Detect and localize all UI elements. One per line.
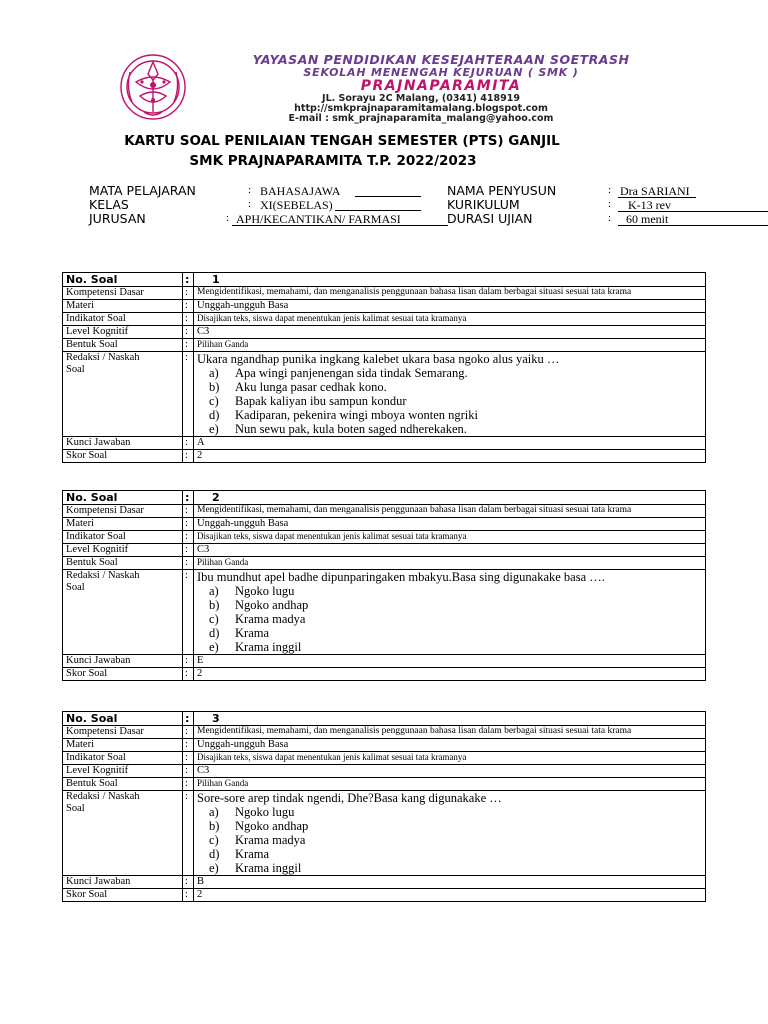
kompetensi-label: Kompetensi Dasar (63, 287, 183, 300)
option-item (209, 819, 702, 833)
skor-value: 2 (194, 450, 706, 463)
kunci-value: B (194, 876, 706, 889)
kompetensi-label: Kompetensi Dasar (63, 726, 183, 739)
jurusan-value: APH/KECANTIKAN/ FARMASI (236, 212, 401, 226)
indikator-value: Disajikan teks, siswa dapat menentukan jenis kalimat sesuai tata kramanya (194, 313, 706, 326)
option-item (209, 380, 702, 394)
colon: : (183, 326, 194, 339)
no-soal-label: No. Soal (63, 491, 183, 505)
option-item (209, 640, 702, 654)
option-text: Krama inggil (235, 640, 302, 654)
redaksi-label-line2: Soal (66, 364, 85, 375)
colon: : (183, 544, 194, 557)
foundation-name: YAYASAN PENDIDIKAN KESEJAHTERAAN SOETRASH (252, 52, 630, 67)
question-body (194, 570, 706, 655)
redaksi-label-line2: Soal (66, 803, 85, 814)
colon: : (608, 198, 612, 210)
option-letter: c) (209, 833, 219, 847)
level-label: Level Kognitif (63, 326, 183, 339)
option-letter: d) (209, 847, 220, 861)
option-text: Krama inggil (235, 861, 302, 875)
kompetensi-value: Mengidentifikasi, memahami, dan menganalisis penggunaan bahasa lisan dalam berbagai situasi sesuai tata krama (194, 726, 706, 739)
skor-value: 2 (194, 668, 706, 681)
materi-label: Materi (63, 300, 183, 313)
question-text: Ukara ngandhap punika ingkang kalebet ukara basa ngoko alus yaiku … (197, 352, 560, 366)
colon: : (226, 212, 230, 224)
colon: : (183, 491, 194, 505)
level-value: C3 (194, 765, 706, 778)
option-letter: e) (209, 861, 219, 875)
no-soal-label: No. Soal (63, 712, 183, 726)
option-item (209, 626, 702, 640)
kurikulum-value: K-13 rev (628, 198, 671, 212)
colon: : (183, 557, 194, 570)
option-text: Aku lunga pasar cedhak kono. (235, 380, 387, 394)
kunci-label: Kunci Jawaban (63, 655, 183, 668)
option-text: Ngoko lugu (235, 805, 295, 819)
option-text: Bapak kaliyan ibu sampun kondur (235, 394, 407, 408)
level-value: C3 (194, 544, 706, 557)
option-text: Ngoko andhap (235, 598, 309, 612)
school-email: E-mail : smk_prajnaparamita_malang@yahoo.com (288, 113, 554, 124)
colon: : (183, 287, 194, 300)
indikator-label: Indikator Soal (63, 752, 183, 765)
option-text: Kadiparan, pekenira wingi mboya wonten ngriki (235, 408, 478, 422)
kunci-label: Kunci Jawaban (63, 876, 183, 889)
colon: : (183, 739, 194, 752)
question-number: 1 (194, 273, 706, 287)
option-letter: a) (209, 805, 219, 819)
materi-value: Unggah-ungguh Basa (194, 518, 706, 531)
option-item (209, 847, 702, 861)
option-letter: b) (209, 380, 220, 394)
option-letter: e) (209, 422, 219, 436)
school-name: PRAJNAPARAMITA (360, 78, 522, 94)
bentuk-label: Bentuk Soal (63, 339, 183, 352)
question-body (194, 791, 706, 876)
redaksi-label-line1: Redaksi / Naskah (66, 570, 140, 581)
skor-value: 2 (194, 889, 706, 902)
colon: : (183, 339, 194, 352)
redaksi-label-line2: Soal (66, 582, 85, 593)
colon: : (183, 765, 194, 778)
school-address: JL. Sorayu 2C Malang, (0341) 418919 (322, 93, 520, 104)
colon: : (183, 726, 194, 739)
question-text: Sore-sore arep tindak ngendi, Dhe?Basa kang digunakake … (197, 791, 502, 805)
school-type: SEKOLAH MENENGAH KEJURUAN ( SMK ) (303, 66, 579, 79)
jurusan-label: JURUSAN (89, 211, 146, 226)
option-letter: c) (209, 612, 219, 626)
skor-label: Skor Soal (63, 889, 183, 902)
colon: : (608, 212, 612, 224)
bentuk-value: Pilihan Ganda (194, 339, 706, 352)
colon: : (183, 668, 194, 681)
colon: : (183, 313, 194, 326)
bentuk-value: Pilihan Ganda (194, 778, 706, 791)
colon: : (183, 876, 194, 889)
bentuk-label: Bentuk Soal (63, 778, 183, 791)
colon: : (183, 712, 194, 726)
colon: : (183, 889, 194, 902)
option-text: Apa wingi panjenengan sida tindak Semarang. (235, 366, 468, 380)
level-value: C3 (194, 326, 706, 339)
durasi-ujian-label: DURASI UJIAN (447, 211, 533, 226)
option-list (197, 366, 702, 436)
option-letter: a) (209, 366, 219, 380)
option-letter: e) (209, 640, 219, 654)
option-list (197, 805, 702, 875)
question-number: 3 (194, 712, 706, 726)
option-letter: c) (209, 394, 219, 408)
document-subtitle: SMK PRAJNAPARAMITA T.P. 2022/2023 (189, 153, 477, 169)
colon: : (183, 300, 194, 313)
colon: : (183, 505, 194, 518)
indikator-value: Disajikan teks, siswa dapat menentukan jenis kalimat sesuai tata kramanya (194, 531, 706, 544)
option-text: Nun sewu pak, kula boten saged ndherekaken. (235, 422, 467, 436)
kompetensi-label: Kompetensi Dasar (63, 505, 183, 518)
school-website: http://smkprajnaparamitamalang.blogspot.com (294, 103, 548, 114)
option-text: Krama (235, 847, 270, 861)
kurikulum-label: KURIKULUM (447, 197, 520, 212)
option-item (209, 861, 702, 875)
letterhead (108, 48, 683, 126)
question-number: 2 (194, 491, 706, 505)
nama-penyusun-label: NAMA PENYUSUN (447, 183, 557, 198)
level-label: Level Kognitif (63, 544, 183, 557)
materi-value: Unggah-ungguh Basa (194, 739, 706, 752)
underline (335, 210, 421, 211)
kompetensi-value: Mengidentifikasi, memahami, dan menganalisis penggunaan bahasa lisan dalam berbagai situasi sesuai tata krama (194, 505, 706, 518)
option-item (209, 408, 702, 422)
option-letter: d) (209, 626, 220, 640)
option-item (209, 422, 702, 436)
option-item (209, 394, 702, 408)
kunci-value: A (194, 437, 706, 450)
option-text: Krama madya (235, 612, 306, 626)
bentuk-label: Bentuk Soal (63, 557, 183, 570)
option-text: Ngoko andhap (235, 819, 309, 833)
option-letter: a) (209, 584, 219, 598)
document-title: KARTU SOAL PENILAIAN TENGAH SEMESTER (PTS) GANJIL (124, 133, 560, 149)
option-list (197, 584, 702, 654)
option-item (209, 366, 702, 380)
materi-label: Materi (63, 518, 183, 531)
option-letter: b) (209, 598, 220, 612)
indikator-label: Indikator Soal (63, 531, 183, 544)
kompetensi-value: Mengidentifikasi, memahami, dan menganalisis penggunaan bahasa lisan dalam berbagai situasi sesuai tata krama (194, 287, 706, 300)
option-letter: d) (209, 408, 220, 422)
kelas-label: KELAS (89, 197, 129, 212)
underline (232, 225, 448, 226)
nama-penyusun-value: Dra SARIANI (620, 184, 690, 198)
question-text: Ibu mundhut apel badhe dipunparingaken mbakyu.Basa sing digunakake basa …. (197, 570, 605, 584)
colon: : (183, 531, 194, 544)
colon: : (183, 778, 194, 791)
redaksi-label (63, 352, 183, 437)
kelas-value: XI(SEBELAS) (260, 198, 333, 212)
skor-label: Skor Soal (63, 450, 183, 463)
materi-value: Unggah-ungguh Basa (194, 300, 706, 313)
underline (355, 196, 421, 197)
colon: : (183, 570, 194, 655)
colon: : (183, 273, 194, 287)
redaksi-label-line1: Redaksi / Naskah (66, 352, 140, 363)
colon: : (248, 184, 252, 196)
question-card (62, 272, 706, 463)
question-card (62, 711, 706, 902)
kunci-value: E (194, 655, 706, 668)
colon: : (248, 198, 252, 210)
question-card (62, 490, 706, 681)
option-text: Krama madya (235, 833, 306, 847)
option-letter: b) (209, 819, 220, 833)
durasi-ujian-value: 60 menit (626, 212, 669, 226)
mata-pelajaran-value: BAHASAJAWA (260, 184, 341, 198)
option-item (209, 584, 702, 598)
colon: : (183, 791, 194, 876)
skor-label: Skor Soal (63, 668, 183, 681)
option-text: Krama (235, 626, 270, 640)
colon: : (183, 752, 194, 765)
materi-label: Materi (63, 739, 183, 752)
indikator-value: Disajikan teks, siswa dapat menentukan jenis kalimat sesuai tata kramanya (194, 752, 706, 765)
option-text: Ngoko lugu (235, 584, 295, 598)
colon: : (183, 518, 194, 531)
option-item (209, 833, 702, 847)
redaksi-label (63, 791, 183, 876)
colon: : (183, 352, 194, 437)
underline (618, 225, 768, 226)
redaksi-label (63, 570, 183, 655)
level-label: Level Kognitif (63, 765, 183, 778)
mata-pelajaran-label: MATA PELAJARAN (89, 183, 196, 198)
colon: : (608, 184, 612, 196)
redaksi-label-line1: Redaksi / Naskah (66, 791, 140, 802)
colon: : (183, 437, 194, 450)
option-item (209, 805, 702, 819)
indikator-label: Indikator Soal (63, 313, 183, 326)
colon: : (183, 655, 194, 668)
no-soal-label: No. Soal (63, 273, 183, 287)
bentuk-value: Pilihan Ganda (194, 557, 706, 570)
question-body (194, 352, 706, 437)
colon: : (183, 450, 194, 463)
option-item (209, 612, 702, 626)
kunci-label: Kunci Jawaban (63, 437, 183, 450)
option-item (209, 598, 702, 612)
